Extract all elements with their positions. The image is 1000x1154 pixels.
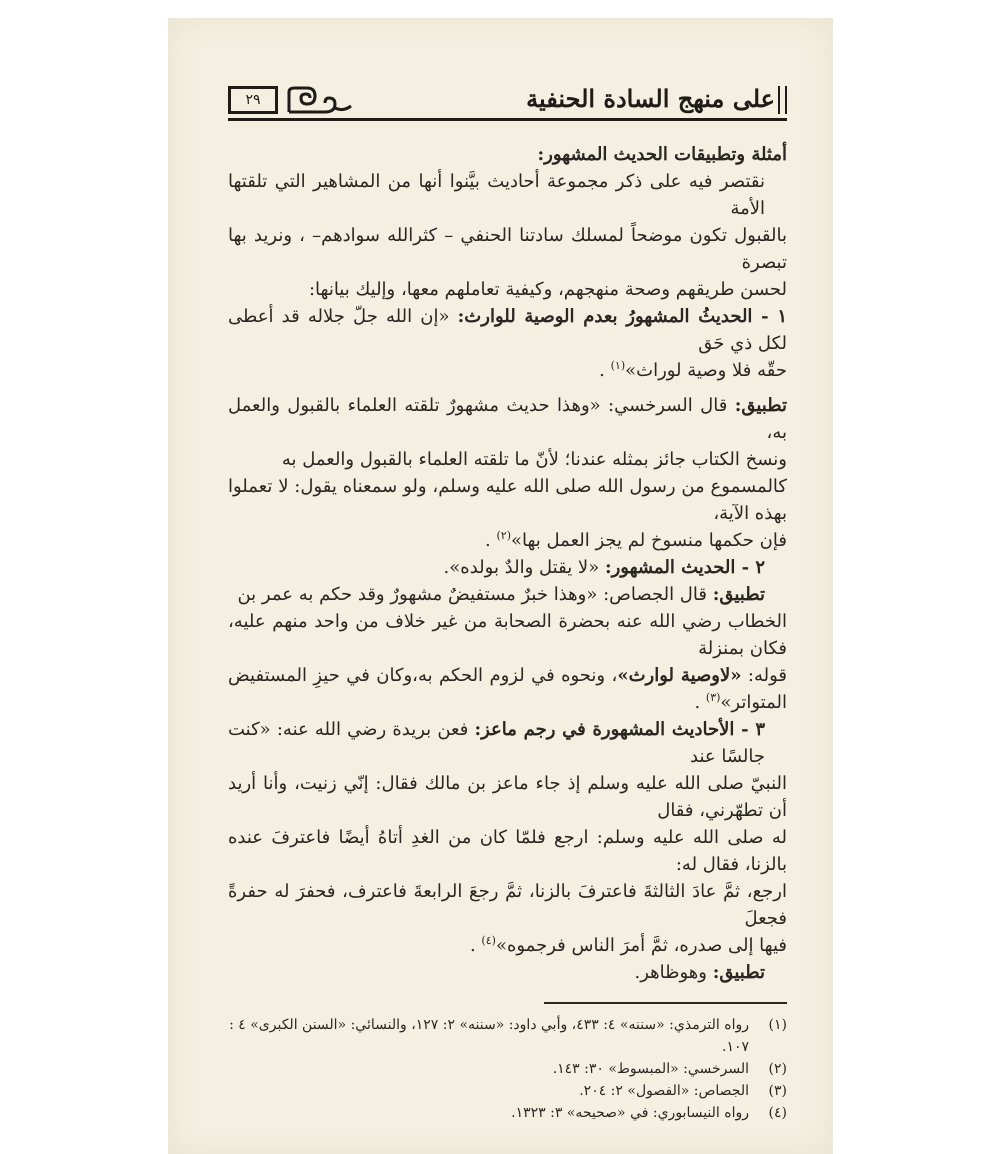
hadith-1-line: ١ - الحديثُ المشهورُ بعدم الوصية للوارث: «إن الله جلّ جلاله قد أعطى لكل ذي حَق [228,306,787,354]
footnotes [228,1014,787,1124]
paragraph-line: فيها إلى صدره، ثمَّ أمرَ الناس فرجموه»$^{(٤)}$ . [469,934,787,956]
footnote-ref[interactable]: (٢) [496,529,512,542]
paragraph-line: الخطاب رضي الله عنه بحضرة الصحابة من غير خلاف من واحد منهم عليه، فكان بمنزلة [228,611,787,659]
application-line: تطبيق: قال الجصاص: «وهذا خبرٌ مستفيضٌ مشهورٌ وقد حكم به عمر بن [237,584,765,605]
footnote: (١) رواه الترمذي: «سننه» ٤: ٤٣٣، وأبي داود: «سننه» ٢: ١٢٧، والنسائي: «السنن الكبرى» ٤ : ١٠٧. [229,1016,787,1055]
header-bar-ornament [778,86,787,114]
footnote-ref[interactable]: (٤) [481,934,496,947]
footnote-rule [544,1002,787,1004]
footnote-ref[interactable]: (٣) [705,691,721,704]
hadith-1-line: حقّه فلا وصية لوراث»$^{(١)}$ . [599,359,787,381]
application-line: تطبيق: قال السرخسي: «وهذا حديث مشهورٌ تلقته العلماء بالقبول والعمل به، [228,395,787,443]
book-page [168,18,833,1154]
paragraph-line: قوله: «لاوصية لوارث»، ونحوه في لزوم الحكم به،وكان في حيزِ المستفيض المتواتر»$^{(٣)}$ . [228,665,788,713]
footnote: (٣) الجصاص: «الفصول» ٢: ٢٠٤. [579,1082,787,1099]
paragraph-line: بالقبول تكون موضحاً لمسلك سادتنا الحنفي – كثرالله سوادهم– ، ونريد بها تبصرة [228,225,787,273]
footnote-ref[interactable]: (١) [610,359,626,372]
running-header [228,84,787,121]
footnote: (٢) السرخسي: «المبسوط» ٣٠: ١٤٣. [552,1060,787,1077]
application-line: تطبيق: وهوظاهر. [634,962,765,983]
paragraph-line: ونسخ الكتاب جائز بمثله عندنا؛ لأنّ ما تلقته العلماء بالقبول والعمل به [281,449,787,470]
page-number: ٢٩ [228,86,278,114]
footnote: (٤) رواه النيسابوري: في «صحيحه» ٣: ١٣٢٣. [511,1104,787,1121]
running-header-title: على منهج السادة الحنفية [526,84,775,113]
paragraph-line: نقتصر فيه على ذكر مجموعة أحاديث بيَّنوا أنها من المشاهير التي تلقتها الأمة [228,171,765,219]
paragraph-line: كالمسموع من رسول الله صلى الله عليه وسلم، ولو سمعناه يقول: لا تعملوا بهذه الآية، [228,476,787,524]
hadith-2-line: ٢ - الحديث المشهور: «لا يقتل والدٌ بولده». [443,557,765,578]
paragraph-line: له صلى الله عليه وسلم: ارجع فلمّا كان من الغدِ أتاهُ أيضًا فاعترفَ عنده بالزنا، فقال له: [228,827,787,875]
paragraph-line: ارجع، ثمَّ عادَ الثالثةَ فاعترفَ بالزنا، ثمَّ رجعَ الرابعةَ فاعترف، فحفرَ له حفرةً فجعلَ [228,881,787,929]
section-heading: أمثلة وتطبيقات الحديث المشهور: [537,144,787,165]
hadith-3-line: ٣ - الأحاديث المشهورة في رجم ماعز: فعن بريدة رضي الله عنه: «كنت جالسًا عند [228,719,765,767]
paragraph-line: النبيّ صلى الله عليه وسلم إذ جاء ماعز بن مالك فقال: إنّي زنيت، وأنا أريد أن تطهّرني، فقال [228,773,787,821]
paragraph-line: فإن حكمها منسوخ لم يجز العمل بها»$^{(٢)}$ . [485,529,787,551]
paragraph-line: لحسن طريقهم وصحة منهجهم، وكيفية تعاملهم معها، وإليك بيانها: [308,279,787,300]
scroll-ornament-icon [285,86,355,116]
main-text [228,141,787,986]
